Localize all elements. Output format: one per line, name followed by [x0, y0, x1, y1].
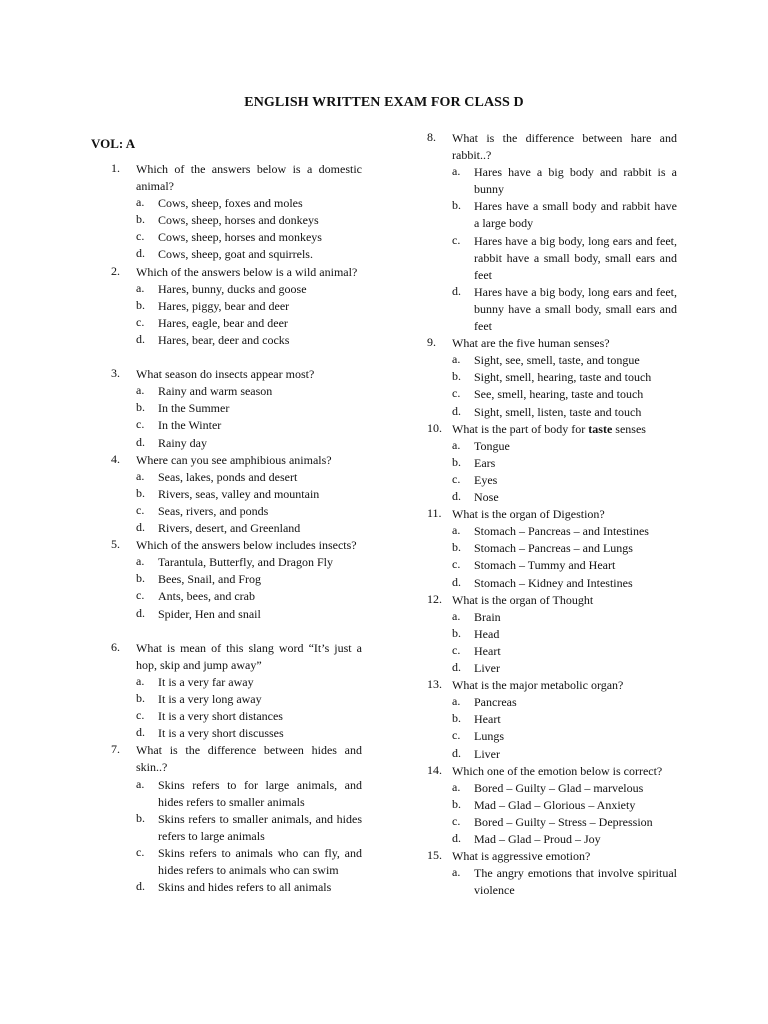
option-letter: a. — [136, 280, 145, 295]
option-letter: a. — [452, 694, 461, 709]
option-text: Tarantula, Butterfly, and Dragon Fly — [158, 555, 334, 570]
option-letter: b. — [452, 369, 461, 384]
question-number: 5. — [111, 537, 120, 552]
option-text: Tongue — [474, 438, 510, 453]
option-a — [0, 438, 768, 455]
option-d — [0, 575, 768, 592]
question-text: Which one of the emotion below is correct? — [452, 763, 663, 778]
option-text: Brain — [474, 609, 501, 624]
option-d — [0, 404, 768, 421]
option-letter: c. — [452, 728, 461, 743]
option-letter: c. — [452, 386, 461, 401]
option-c — [0, 728, 768, 745]
option-text: Skins refers to smaller animals, and hides refers to large animals — [158, 811, 362, 843]
option-letter: a. — [136, 673, 145, 688]
option-c — [0, 643, 768, 660]
option-text: Hares have a big body, long ears and feet, bunny have a small body, small ears and feet — [474, 284, 677, 334]
option-letter: d. — [136, 246, 145, 261]
option-letter: d. — [452, 660, 461, 675]
option-text: Ants, bees, and crab — [158, 589, 255, 604]
option-b — [0, 198, 768, 232]
option-text: Ears — [474, 455, 496, 470]
option-text: Hares, piggy, bear and deer — [158, 298, 290, 313]
option-letter: c. — [136, 314, 145, 329]
question-8 — [0, 130, 768, 335]
option-b — [0, 797, 768, 814]
option-text: Hares have a small body and rabbit have a large body — [474, 199, 677, 231]
question-text: What is the difference between hare and rabbit..? — [452, 131, 677, 163]
option-text: Spider, Hen and snail — [158, 606, 261, 621]
option-a — [0, 865, 768, 899]
option-text: It is a very far away — [158, 674, 254, 689]
question-text: What is the difference between hides and skin..? — [136, 743, 362, 775]
option-c — [0, 386, 768, 403]
option-text: Cows, sheep, foxes and moles — [158, 196, 303, 211]
option-letter: a. — [136, 468, 145, 483]
question-text: What are the five human senses? — [452, 336, 610, 351]
question-number: 4. — [111, 451, 120, 466]
option-letter: b. — [452, 454, 461, 469]
option-letter: c. — [136, 588, 145, 603]
volume-label: VOL: A — [91, 136, 136, 151]
option-letter: b. — [136, 212, 145, 227]
question-text: What is aggressive emotion? — [452, 849, 591, 864]
option-letter: c. — [452, 232, 461, 247]
option-letter: b. — [136, 400, 145, 415]
option-text: Pancreas — [474, 695, 517, 710]
option-text: Liver — [474, 746, 500, 761]
question-9 — [0, 335, 768, 420]
question-text: Where can you see amphibious animals? — [136, 452, 332, 467]
option-letter: c. — [136, 229, 145, 244]
question-number: 9. — [427, 335, 436, 350]
option-text: Lungs — [474, 729, 504, 744]
question-text: What is the part of body for taste senses — [452, 421, 646, 436]
option-letter: a. — [452, 608, 461, 623]
question-number: 14. — [427, 762, 442, 777]
question-text: What is the organ of Thought — [452, 592, 594, 607]
option-text: Mad – Glad – Glorious – Anxiety — [474, 797, 636, 812]
option-text: See, smell, hearing, taste and touch — [474, 387, 644, 402]
question-number: 1. — [111, 161, 120, 175]
option-letter: a. — [452, 352, 461, 367]
option-text: Eyes — [474, 472, 498, 487]
question-number: 12. — [427, 591, 442, 606]
option-text: Heart — [474, 643, 501, 658]
option-a — [0, 694, 768, 711]
option-letter: a. — [452, 437, 461, 452]
option-text: Hares, bear, deer and cocks — [158, 332, 290, 347]
option-letter: d. — [136, 520, 145, 535]
option-c — [0, 472, 768, 489]
option-text: It is a very long away — [158, 692, 262, 707]
option-d — [0, 489, 768, 506]
option-text: Hares, eagle, bear and deer — [158, 315, 288, 330]
question-text: Which of the answers below is a domestic animal? — [136, 162, 362, 194]
option-letter: d. — [136, 879, 145, 894]
option-text: Stomach – Tummy and Heart — [474, 558, 616, 573]
option-letter: a. — [452, 164, 461, 179]
option-text: Stomach – Pancreas – and Lungs — [474, 541, 633, 556]
option-letter: c. — [452, 557, 461, 572]
question-number: 10. — [427, 420, 442, 435]
option-a — [0, 523, 768, 540]
option-letter: a. — [136, 383, 145, 398]
option-d — [0, 284, 768, 335]
option-letter: c. — [136, 708, 145, 723]
option-text: Cows, sheep, goat and squirrels. — [158, 247, 313, 262]
option-d — [0, 831, 768, 848]
option-text: Bored – Guilty – Glad – marvelous — [474, 780, 644, 795]
question-text: What is the organ of Digestion? — [452, 507, 605, 522]
question-11 — [0, 506, 768, 591]
option-text: Skins and hides refers to all animals — [158, 880, 332, 895]
option-letter: b. — [136, 810, 145, 825]
option-text: Hares have a big body, long ears and feet, rabbit have a small body, small ears and feet — [474, 233, 677, 282]
option-text: Head — [474, 626, 500, 641]
option-letter: d. — [452, 574, 461, 589]
question-number: 8. — [427, 130, 436, 144]
page-title: ENGLISH WRITTEN EXAM FOR CLASS D — [244, 95, 524, 110]
option-c — [0, 814, 768, 831]
option-letter: d. — [136, 725, 145, 740]
option-text: Nose — [474, 490, 499, 505]
option-letter: a. — [452, 523, 461, 538]
option-text: Rainy day — [158, 435, 207, 450]
option-text: Hares, bunny, ducks and goose — [158, 281, 307, 296]
question-number: 2. — [111, 263, 120, 278]
option-text: It is a very short distances — [158, 709, 283, 724]
option-text: Bored – Guilty – Stress – Depression — [474, 814, 653, 829]
option-letter: d. — [136, 434, 145, 449]
option-letter: a. — [136, 195, 145, 210]
question-number: 13. — [427, 677, 442, 692]
option-letter: a. — [452, 865, 461, 880]
option-text: Rivers, desert, and Greenland — [158, 521, 301, 536]
option-letter: d. — [452, 489, 461, 504]
option-letter: b. — [136, 485, 145, 500]
option-text: Cows, sheep, horses and monkeys — [158, 230, 322, 245]
option-a — [0, 780, 768, 797]
option-b — [0, 540, 768, 557]
question-13 — [0, 677, 768, 762]
question-number: 3. — [111, 366, 120, 381]
option-letter: b. — [452, 625, 461, 640]
option-d — [0, 660, 768, 677]
question-14 — [0, 763, 768, 848]
option-letter: d. — [136, 331, 145, 346]
option-text: The angry emotions that involve spiritual violence — [474, 866, 677, 898]
option-letter: b. — [136, 297, 145, 312]
option-letter: a. — [452, 779, 461, 794]
option-text: Rainy and warm season — [158, 384, 273, 399]
option-letter: a. — [136, 776, 145, 791]
option-text: Skins refers to for large animals, and hides refers to smaller animals — [158, 777, 362, 809]
option-b — [0, 455, 768, 472]
option-letter: d. — [136, 605, 145, 620]
question-text: What is mean of this slang word “It’s just a hop, skip and jump away” — [136, 640, 362, 672]
option-letter: b. — [136, 691, 145, 706]
option-letter: c. — [136, 844, 145, 859]
option-text: It is a very short discusses — [158, 726, 284, 741]
option-letter: b. — [136, 571, 145, 586]
option-b — [0, 626, 768, 643]
option-text: Cows, sheep, horses and donkeys — [158, 213, 319, 228]
option-letter: b. — [452, 796, 461, 811]
option-b — [0, 369, 768, 386]
question-15 — [0, 848, 768, 899]
option-text: Sight, see, smell, taste, and tongue — [474, 353, 640, 368]
option-text: In the Winter — [158, 418, 222, 433]
question-number: 7. — [111, 742, 120, 757]
question-number: 6. — [111, 639, 120, 654]
option-letter: b. — [452, 540, 461, 555]
option-letter: b. — [452, 711, 461, 726]
option-a — [0, 609, 768, 626]
option-text: Mad – Glad – Proud – Joy — [474, 832, 601, 847]
option-text: Sight, smell, listen, taste and touch — [474, 404, 642, 419]
option-text: Sight, smell, hearing, taste and touch — [474, 370, 652, 385]
option-letter: d. — [452, 831, 461, 846]
option-text: Seas, rivers, and ponds — [158, 503, 269, 518]
option-c — [0, 233, 768, 284]
option-d — [0, 746, 768, 763]
option-letter: c. — [452, 642, 461, 657]
option-letter: c. — [136, 502, 145, 517]
option-letter: c. — [136, 417, 145, 432]
option-text: Stomach – Pancreas – and Intestines — [474, 524, 649, 539]
option-letter: a. — [136, 554, 145, 569]
option-text: Bees, Snail, and Frog — [158, 572, 261, 587]
question-number: 11. — [427, 506, 442, 521]
question-number: 15. — [427, 848, 442, 863]
option-letter: c. — [452, 471, 461, 486]
option-letter: c. — [452, 813, 461, 828]
option-a — [0, 352, 768, 369]
option-text: In the Summer — [158, 401, 230, 416]
option-text: Skins refers to animals who can fly, and hides refers to animals who can swim — [158, 845, 362, 878]
question-text: Which of the answers below includes insects? — [136, 538, 357, 553]
option-letter: d. — [452, 283, 461, 298]
option-text: Seas, lakes, ponds and desert — [158, 469, 298, 484]
option-text: Stomach – Kidney and Intestines — [474, 575, 633, 590]
option-text: Heart — [474, 712, 501, 727]
option-text: Hares have a big body and rabbit is a bunny — [474, 165, 677, 197]
question-12 — [0, 592, 768, 677]
question-10 — [0, 421, 768, 506]
option-text: Liver — [474, 661, 500, 676]
question-text: Which of the answers below is a wild animal? — [136, 264, 358, 279]
option-letter: d. — [452, 745, 461, 760]
option-a — [0, 164, 768, 198]
option-text: Rivers, seas, valley and mountain — [158, 486, 320, 501]
option-c — [0, 557, 768, 574]
question-text: What season do insects appear most? — [136, 367, 315, 382]
option-b — [0, 711, 768, 728]
option-letter: d. — [452, 403, 461, 418]
question-text: What is the major metabolic organ? — [452, 678, 624, 693]
option-letter: b. — [452, 198, 461, 213]
